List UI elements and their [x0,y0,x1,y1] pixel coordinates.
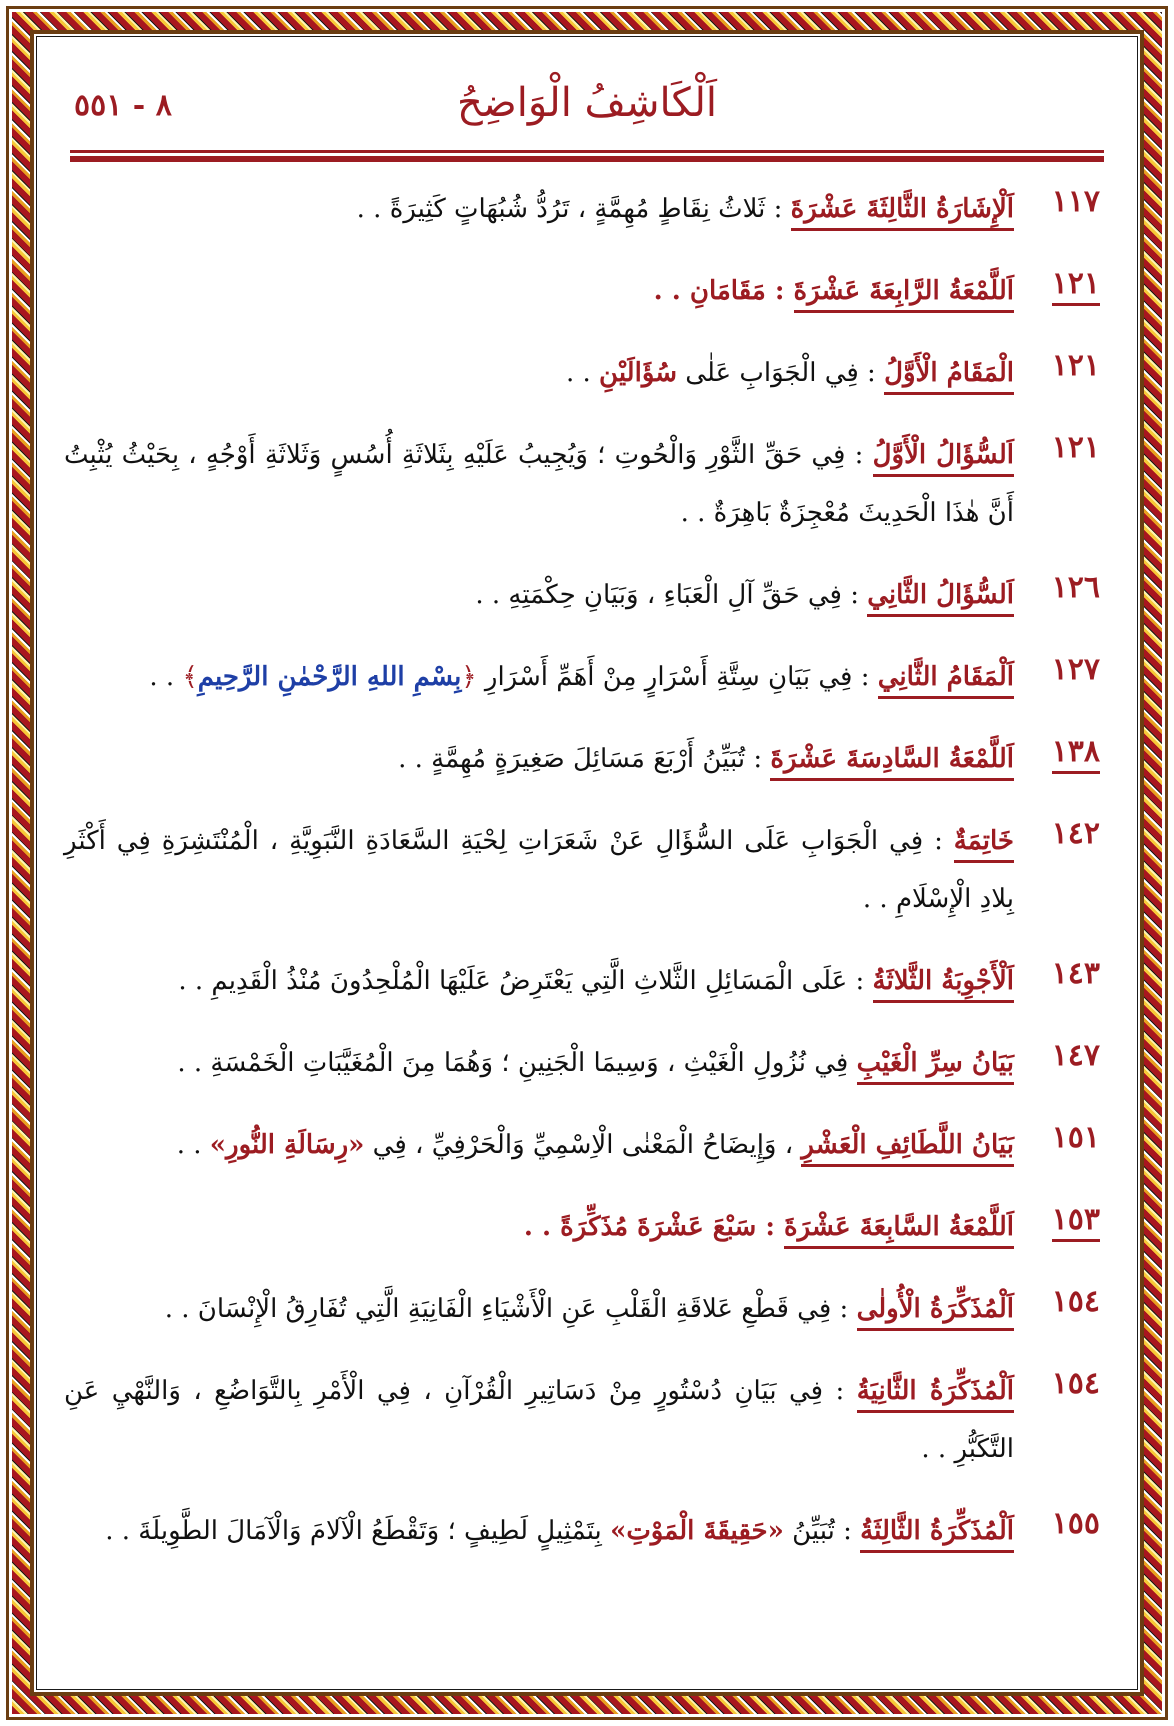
page-number: ١٥٤ [1051,1366,1100,1401]
page-number: ١٤٧ [1051,1038,1100,1073]
entry-heading: اَلْمُذَكِّرَةُ الْأُولٰى [857,1294,1014,1331]
page-number: ١٤٢ [1051,816,1100,851]
header-rule-thick [70,156,1104,162]
page-number: ١٣٨ [1014,730,1110,774]
entry-text: بَيَانُ سِرِّ الْغَيْبِ فِي نُزُولِ الْغَيْثِ ، وَسِيمَا الْجَنِينِ ؛ وَهُمَا مِنَ الْمُغَيَّبَاتِ الْخَمْسَةِ . . [64,1034,1014,1092]
bismillah: بِسْمِ اللهِ الرَّحْمٰنِ الرَّحِيمِ [197,662,462,692]
toc-page [64,70,1110,1584]
entry-heading: خَاتِمَةٌ [954,826,1014,863]
toc-entry[interactable] [64,1198,1110,1256]
entry-heading: اَلْمُذَكِّرَةُ الثَّالِثَةُ [860,1516,1014,1553]
toc-entry[interactable] [64,1502,1110,1560]
toc-entry[interactable] [64,1116,1110,1174]
entry-text: اَللَّمْعَةُ الرَّابِعَةَ عَشْرَةَ : مَقَامَانِ . . [64,262,1014,320]
entry-text: اَلْمَقَامُ الثَّانِي : فِي بَيَانِ سِتَّةِ أَسْرَارٍ مِنْ أَهَمِّ أَسْرَارِ ﴿بِسْمِ اللهِ الرَّحْمٰنِ الرَّحِيمِ﴾ . . [64,648,1014,706]
page-number: ١١٧ [1051,184,1100,219]
toc-entry[interactable] [64,344,1110,402]
entry-text: بَيَانُ اللَّطَائِفِ الْعَشْرِ ، وَإِيضَاحُ الْمَعْنٰى الْاِسْمِيِّ وَالْحَرْفِيِّ ، فِي «رِسَالَةِ النُّورِ» . . [64,1116,1014,1174]
entry-text: اَلْمُذَكِّرَةُ الثَّانِيَةُ : فِي بَيَانِ دُسْتُورٍ مِنْ دَسَاتِيرِ الْقُرْآنِ ، فِي الْأَمْرِ بِالتَّوَاضُعِ ، وَالنَّهْيِ عَنِ التَّكَبُّرِ . . [64,1376,1015,1464]
entry-text: اَللَّمْعَةُ السَّابِعَةَ عَشْرَةَ : سَبْعَ عَشْرَةَ مُذَكِّرَةً . . [64,1198,1014,1256]
entry-heading: اَللَّمْعَةُ السَّادِسَةَ عَشْرَةَ [770,744,1014,781]
book-title: اَلْكَاشِفُ الْوَاضِحُ [456,80,718,126]
toc-entry[interactable] [64,262,1110,320]
entry-heading: اَلْمَقَامُ الثَّانِي [878,662,1014,699]
page-number: ١٥٤ [1051,1284,1100,1319]
page-number: ١٢٦ [1051,570,1100,605]
toc-entry[interactable] [64,566,1110,624]
entry-text: خَاتِمَةٌ : فِي الْجَوَابِ عَلَى السُّؤَالِ عَنْ شَعَرَاتِ لِحْيَةِ السَّعَادَةِ النَّبَوِيَّةِ ، الْمُنْتَشِرَةِ فِي أَكْثَرِ بِلادِ الْإِسْلَامِ . . [64,826,1014,914]
toc-entry[interactable] [64,180,1110,238]
toc-entry[interactable] [64,1034,1110,1092]
entry-heading: اَلْإِشَارَةُ الثَّالِثَةَ عَشْرَةَ [791,194,1014,231]
entry-heading: اَلسُّؤَالُ الْأَوَّلُ [873,440,1014,477]
ornate-bracket-open-icon: ﴿ [461,662,477,692]
entry-heading: اَلْأَجْوِبَةُ الثَّلاثَةُ [873,966,1014,1003]
entry-heading: اَللَّمْعَةُ السَّابِعَةَ عَشْرَةَ [784,1212,1014,1249]
page-number: ١٤٣ [1051,956,1100,991]
header-rule-thin [70,150,1104,153]
entry-text: اَلْأَجْوِبَةُ الثَّلاثَةُ : عَلَى الْمَسَائِلِ الثَّلاثِ الَّتِي يَعْتَرِضُ عَلَيْهَا الْمُلْحِدُونَ مُنْذُ الْقَدِيمِ . . [64,952,1014,1010]
entry-heading: اَللَّمْعَةُ الرَّابِعَةَ عَشْرَةَ [794,276,1014,313]
page-number: ١٢١ [1051,430,1100,465]
entry-text: اَلْمُذَكِّرَةُ الْأُولٰى : فِي قَطْعِ عَلاقَةِ الْقَلْبِ عَنِ الْأَشْيَاءِ الْفَانِيَةِ الَّتِي تُفَارِقُ الْإِنْسَانَ . . [64,1280,1014,1338]
toc-entry[interactable] [64,952,1110,1010]
toc-entry[interactable] [64,1280,1110,1338]
page-range: ٨ - ٥٥١ [74,88,172,123]
toc-entry[interactable] [64,648,1110,706]
running-header [64,70,1110,150]
toc-entry[interactable] [64,812,1110,928]
page-number: ١٢١ [1014,262,1110,306]
entry-text: اَلسُّؤَالُ الْأَوَّلُ : فِي حَقِّ الثَّوْرِ وَالْحُوتِ ؛ وَيُجِيبُ عَلَيْهِ بِثَلاثَةِ أُسُسٍ وَثَلاثَةِ أَوْجُهٍ ، بِحَيْثُ يُثْبِتُ أَنَّ هٰذَا الْحَدِيثَ مُعْجِزَةٌ بَاهِرَةٌ . . [64,440,1014,528]
entry-heading: بَيَانُ اللَّطَائِفِ الْعَشْرِ [801,1130,1014,1167]
toc-entry[interactable] [64,426,1110,542]
entry-heading: بَيَانُ سِرِّ الْغَيْبِ [857,1048,1014,1085]
ornate-bracket-close-icon: ﴾ [182,662,198,692]
entry-text: اَلْإِشَارَةُ الثَّالِثَةَ عَشْرَةَ : ثَلاثُ نِقَاطٍ مُهِمَّةٍ ، تَرُدُّ شُبُهَاتٍ كَثِيرَةً . . [64,180,1014,238]
entry-heading: اَلسُّؤَالُ الثَّانِي [867,580,1014,617]
entry-text: اَلْمُذَكِّرَةُ الثَّالِثَةُ : تُبَيِّنُ «حَقِيقَةَ الْمَوْتِ» بِتَمْثِيلٍ لَطِيفٍ ؛ وَتَقْطَعُ الْآلامَ وَالْآمَالَ الطَّوِيلَةَ . . [64,1502,1014,1560]
page-number: ١٥٥ [1051,1506,1100,1541]
entry-text: الْمَقَامُ الْأَوَّلُ : فِي الْجَوَابِ عَلٰى سُؤَالَيْنِ . . [64,344,1014,402]
page-number: ١٢١ [1051,348,1100,383]
page-number: ١٥٣ [1014,1198,1110,1242]
table-of-contents [64,180,1110,1560]
entry-text: اَلسُّؤَالُ الثَّانِي : فِي حَقِّ آلِ الْعَبَاءِ ، وَبَيَانِ حِكْمَتِهِ . . [64,566,1014,624]
entry-heading: اَلْمُذَكِّرَةُ الثَّانِيَةُ [857,1376,1014,1413]
entry-heading: الْمَقَامُ الْأَوَّلُ [884,358,1014,395]
page-number: ١٢٧ [1051,652,1100,687]
page-number: ١٥١ [1051,1120,1100,1155]
toc-entry[interactable] [64,730,1110,788]
toc-entry[interactable] [64,1362,1110,1478]
entry-text: اَللَّمْعَةُ السَّادِسَةَ عَشْرَةَ : تُبَيِّنُ أَرْبَعَ مَسَائِلَ صَغِيرَةٍ مُهِمَّةٍ . . [64,730,1014,788]
